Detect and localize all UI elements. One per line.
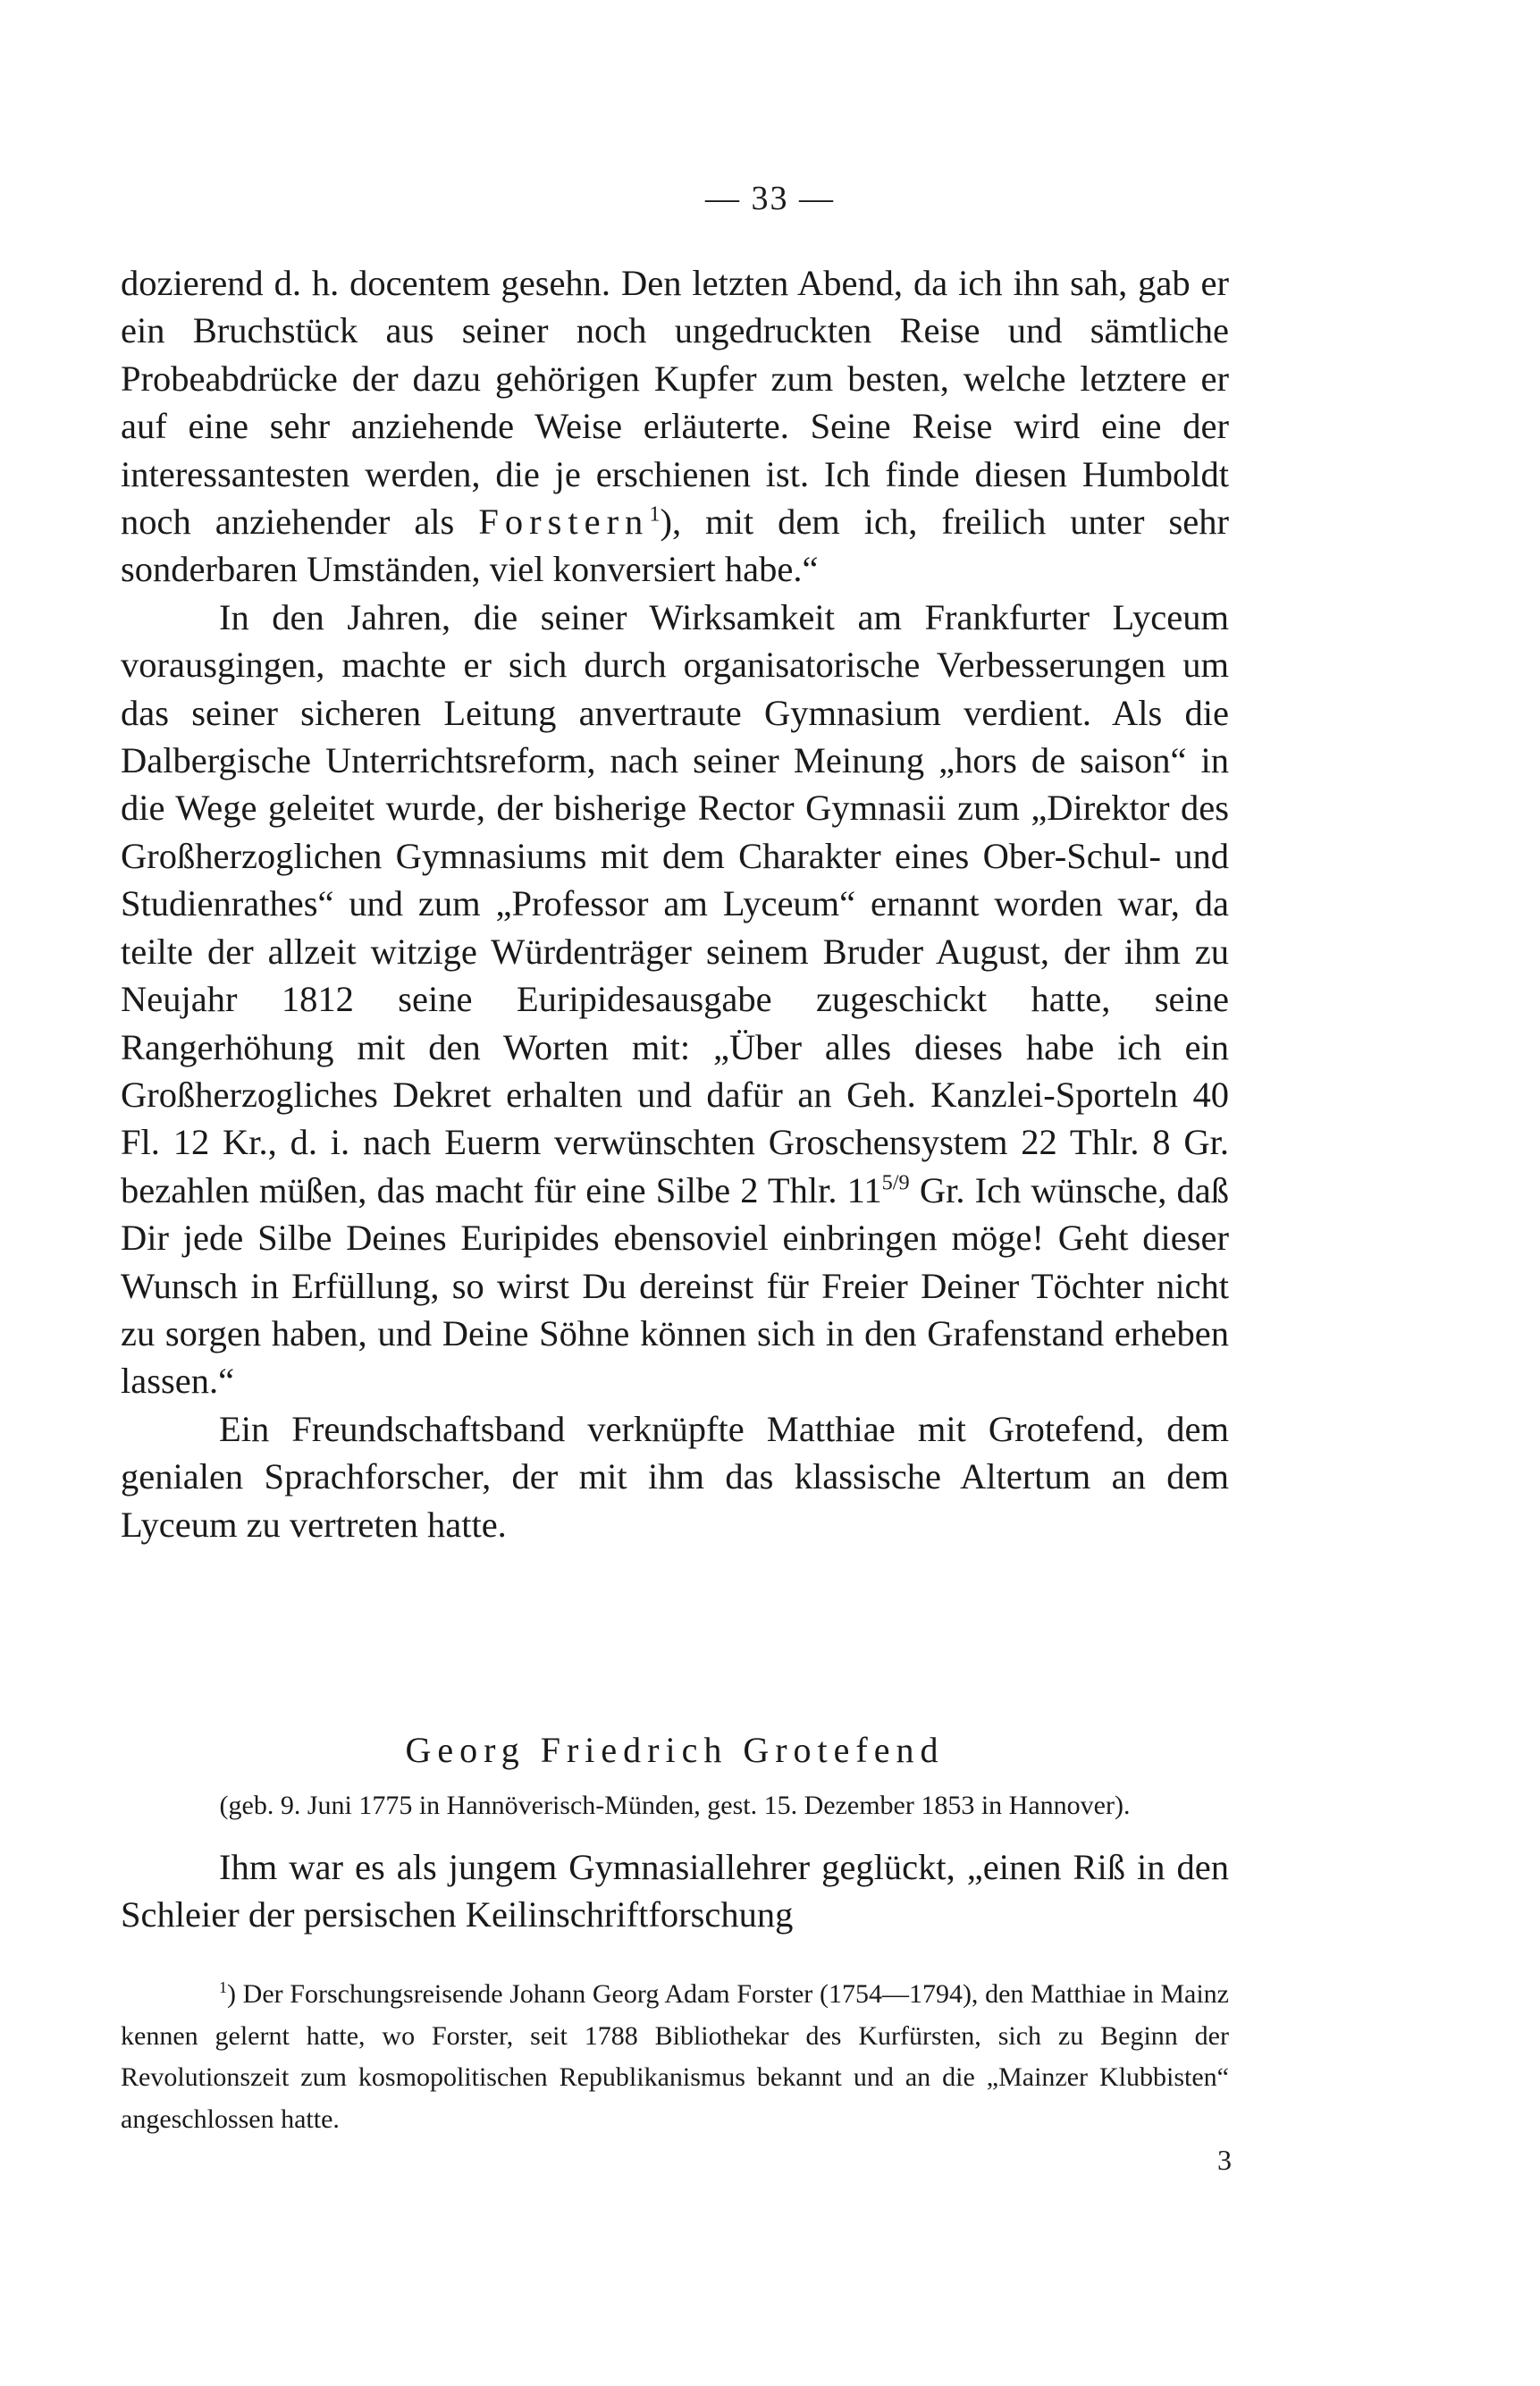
main-text (121, 259, 1229, 1548)
paragraph-text: dozierend d. h. docentem gesehn. Den letzten Abend, da ich ihn sah, gab er ein Bruchstück aus seiner noch ungedruckten Reise und sämtliche Probeabdrücke der dazu gehörigen Kupfer zum besten, welche letztere er auf eine sehr anziehende Weise erläuterte. Seine Reise wird eine der interessantesten werden, die je erschienen ist. Ich finde diesen Humboldt noch anziehender als (121, 263, 1229, 543)
paragraph-lyceum (121, 594, 1229, 1405)
footnote-text: ) Der Forschungsreisende Johann Georg Adam Forster (1754—1794), den Matthiae in Mainz kennen gelernt hatte, wo Forster, seit 1788 Bibliothekar des Kurfürsten, sich zu Beginn der Revolutionszeit zum kosmopolitischen Republikanismus bekannt und an die „Mainzer Klubbisten“ angeschlossen hatte. (121, 1979, 1229, 2134)
paragraph-grotefend: Ihm war es als jungem Gymnasiallehrer geglückt, „einen Riß in den Schleier der persischen Keilinschriftforschung (121, 1847, 1229, 1935)
page-number: — 33 — (705, 180, 835, 217)
signature-mark: 3 (1217, 2144, 1232, 2176)
name-forstern: Forstern (478, 502, 650, 543)
footnotes (121, 1974, 1229, 2140)
paragraph-text: Gr. Ich wünsche, daß Dir jede Silbe Deines Euripides ebensoviel einbringen möge! Geht dieser Wunsch in Erfüllung, so wirst Du dereinst für Freier Deiner Töchter nicht zu sorgen haben, und Deine Söhne können sich in den Grafenstand erheben lassen.“ (121, 1169, 1229, 1402)
paragraph-quote-end (121, 259, 1229, 594)
paragraph-text: In den Jahren, die seiner Wirksamkeit am Frankfurter Lyceum vorausgingen, machte er sich durch organisatorische Verbesserungen um das seiner sicheren Leitung anvertraute Gymnasium verdient. Als die Dalbergische Unterrichtsreform, nach seiner Meinung „hors de saison“ in die Wege geleitet wurde, der bisherige Rector Gymnasii zum „Direktor des Großherzoglichen Gymnasiums mit dem Charakter eines Ober-Schul- und Studienrathes“ und zum „Professor am Lyceum“ ernannt worden war, da teilte der allzeit witzige Würdenträger seinem Bruder August, der ihm zu Neujahr 1812 seine Euripidesausgabe zugeschickt hatte, seine Rangerhöhung mit den Worten mit: „Über alles dieses habe ich ein Großherzogliches Dekret erhalten und dafür an Geh. Kanzlei-Sporteln 40 Fl. 12 Kr., d. i. nach Euerm verwünschten Groschensystem 22 Thlr. 8 Gr. bezahlen müßen, das macht für eine Silbe 2 Thlr. 11 (121, 596, 1229, 1210)
footnote-marker: 1 (219, 1978, 227, 1996)
paragraph-grotefend-intro: Ein Freundschaftsband verknüpfte Matthiae mit Grotefend, dem genialen Sprachforscher, der mit ihm das klassische Altertum an dem Lyceum zu vertreten hatte. (121, 1408, 1229, 1545)
footnote-reference: 1 (649, 502, 661, 527)
section-text (121, 1843, 1229, 1939)
paragraph-text: ), mit dem ich, freilich unter sehr sonderbaren Umständen, viel konversiert habe.“ (121, 502, 1229, 590)
section-heading: Georg Friedrich Grotefend (405, 1730, 945, 1770)
footnote (121, 1974, 1229, 2140)
section-subheading: (geb. 9. Juni 1775 in Hannöverisch-Münden, gest. 15. Dezember 1853 in Hannover). (219, 1791, 1131, 1820)
fraction: 5/9 (881, 1170, 910, 1195)
